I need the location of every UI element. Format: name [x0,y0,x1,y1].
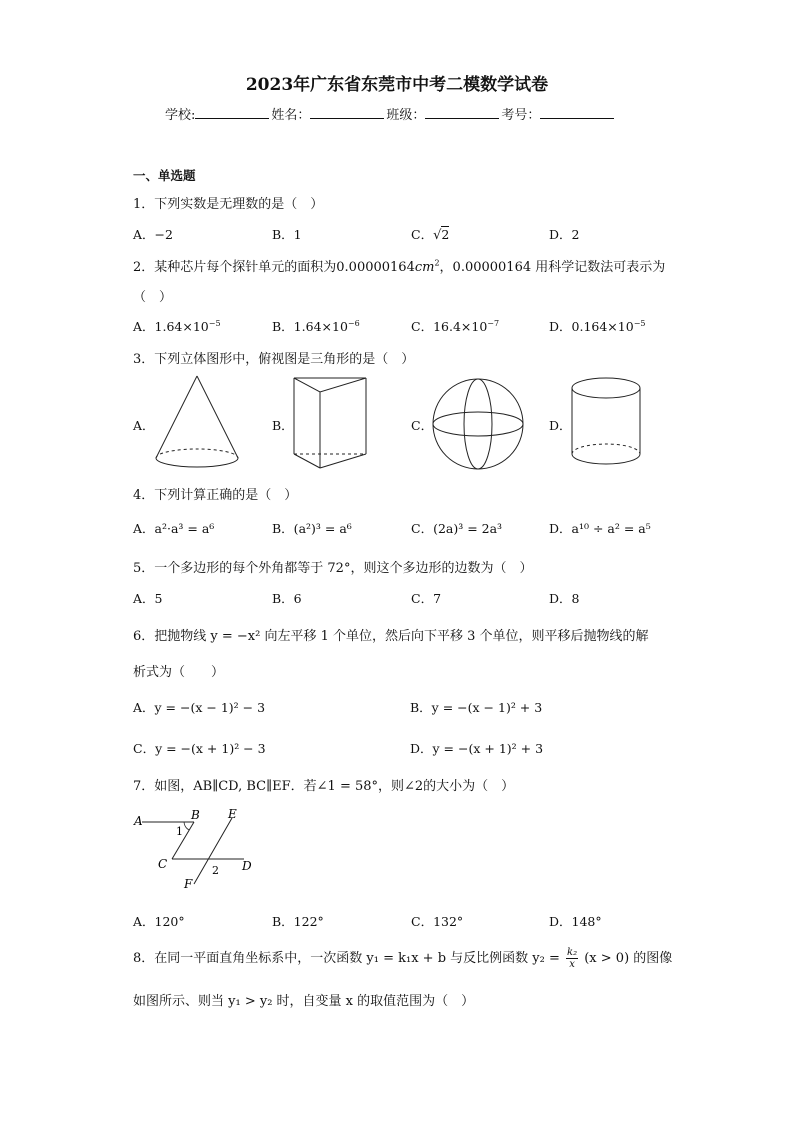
q3-stem: 3．下列立体图形中，俯视图是三角形的是（ ） [133,352,415,367]
school-blank[interactable] [195,106,269,119]
figure-label-b: B [191,808,200,822]
cylinder-figure [568,374,644,470]
q2-option-d-exp: −5 [633,318,646,328]
q2-option-b-exp: −6 [347,318,360,328]
q8-stem-b: (x > 0) 的图像 [584,951,673,966]
triangular-prism-figure [290,372,374,472]
number-label: 考号： [501,108,541,123]
number-blank[interactable] [540,106,614,119]
figure-angle-1: 1 [176,825,183,838]
parallel-lines-figure [128,806,268,892]
name-label: 姓名： [271,108,311,123]
q7-stem: 7．如图，AB∥CD, BC∥EF．若∠1 = 58°，则∠2的大小为（ ） [133,779,515,794]
q3-option-c[interactable]: C． [411,418,434,433]
q6-option-d[interactable]: D．y = −(x + 1)² + 3 [410,741,544,756]
q4-stem: 4．下列计算正确的是（ ） [133,488,298,503]
q2-stem-line2: （ ） [133,290,173,305]
q2-option-c[interactable] [411,317,499,335]
q2-stem-b: ，0.00000164 用科学记数法可表示为 [439,260,666,275]
school-label: 学校: [165,108,196,123]
section-heading-single-choice: 一、单选题 [133,168,196,183]
q2-option-b-text: B．1.64×10 [272,319,348,334]
q6-option-b[interactable]: B．y = −(x − 1)² + 3 [410,700,543,715]
q8-fraction [566,947,578,970]
q4-option-d[interactable]: D．a¹⁰ ÷ a² = a⁵ [549,521,651,536]
q5-option-d[interactable]: D．8 [549,591,580,606]
q5-option-c[interactable]: C．7 [411,591,442,606]
q4-option-b[interactable]: B．(a²)³ = a⁶ [272,521,352,536]
q2-unit-exp: 2 [434,258,440,268]
figure-label-f: F [184,877,193,891]
sphere-figure [430,376,526,472]
q5-option-a[interactable]: A．5 [133,591,163,606]
q4-option-c[interactable]: C．(2a)³ = 2a³ [411,521,503,536]
q1-stem: 1．下列实数是无理数的是（ ） [133,197,324,212]
q1-option-b[interactable]: B．1 [272,227,302,242]
figure-label-d: D [242,859,252,873]
q6-stem-line1: 6．把抛物线 y = −x² 向左平移 1 个单位，然后向下平移 3 个单位，则平移后抛物线的解 [133,629,649,644]
q2-option-a-exp: −5 [208,318,221,328]
q6-option-a[interactable]: A．y = −(x − 1)² − 3 [133,700,266,715]
student-info-line [165,104,616,123]
q6-stem-line2: 析式为（ ） [133,665,225,680]
q8-fraction-numerator: k₂ [567,947,578,958]
figure-label-a: A [134,814,143,828]
q2-option-a-text: A．1.64×10 [133,319,209,334]
q2-option-c-exp: −7 [487,318,500,328]
q5-stem: 5．一个多边形的每个外角都等于 72°，则这个多边形的边数为（ ） [133,561,533,576]
figure-angle-2: 2 [212,864,219,877]
q2-stem-line1 [133,256,665,275]
q8-fraction-denominator: x [569,959,575,970]
q1-option-c-prefix: C． [411,227,434,242]
q8-stem-line2: 如图所示、则当 y₁ > y₂ 时，自变量 x 的取值范围为（ ） [133,994,475,1009]
class-label: 班级： [386,108,426,123]
q3-option-d[interactable]: D． [549,418,572,433]
q3-option-a[interactable]: A． [133,418,155,433]
q2-option-b[interactable] [272,317,360,335]
q4-option-a[interactable]: A．a²·a³ = a⁶ [133,521,215,536]
q1-option-c[interactable] [411,225,449,243]
q7-option-a[interactable]: A．120° [133,914,185,929]
q7-option-d[interactable]: D．148° [549,914,602,929]
q7-option-c[interactable]: C．132° [411,914,464,929]
cone-figure [150,372,244,472]
q2-option-a[interactable] [133,317,221,335]
q8-stem-line1 [133,947,672,970]
figure-label-c: C [158,857,168,871]
q5-option-b[interactable]: B．6 [272,591,302,606]
q7-option-b[interactable]: B．122° [272,914,324,929]
q2-stem-a: 2．某种芯片每个探针单元的面积为0.00000164 [133,260,415,275]
q2-option-d-text: D．0.164×10 [549,319,634,334]
name-blank[interactable] [310,106,384,119]
q1-option-c-radicand: 2 [441,227,450,242]
q6-option-c[interactable]: C．y = −(x + 1)² − 3 [133,741,266,756]
sqrt-sign: √ [433,228,442,243]
q2-unit: cm [414,260,435,275]
class-blank[interactable] [425,106,499,119]
q1-option-d[interactable]: D．2 [549,227,580,242]
q2-option-c-text: C．16.4×10 [411,319,488,334]
q8-stem-a: 8．在同一平面直角坐标系中，一次函数 y₁ = k₁x + b 与反比例函数 y₂ = [133,951,560,966]
q3-option-b[interactable]: B． [272,418,294,433]
q2-option-d[interactable] [549,317,645,335]
q1-option-a[interactable]: A．−2 [133,227,173,242]
figure-label-e: E [228,807,237,821]
page-title: 2023年广东省东莞市中考二模数学试卷 [245,75,549,95]
